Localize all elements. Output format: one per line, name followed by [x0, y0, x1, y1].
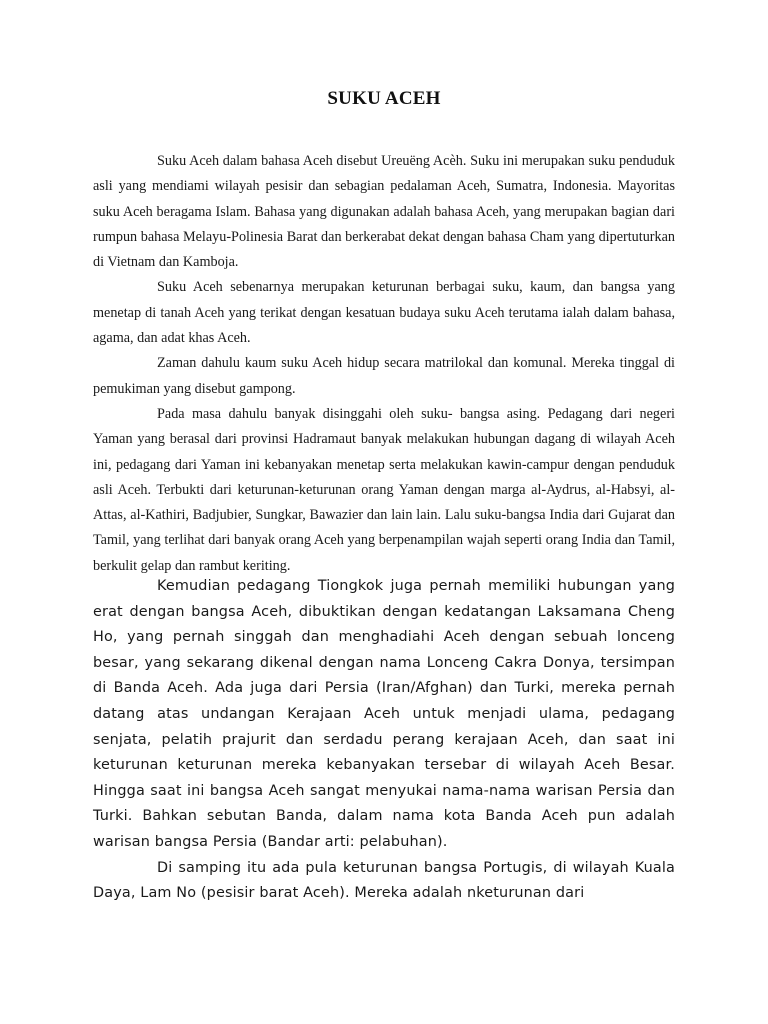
paragraph-origin: Suku Aceh sebenarnya merupakan keturunan berbagai suku, kaum, dan bangsa yang menetap di tanah Aceh yang terikat dengan kesatuan budaya suku Aceh terutama ialah dalam bahasa, agama, dan adat khas Aceh. [93, 279, 675, 347]
paragraph-portuguese: Di samping itu ada pula keturunan bangsa Portugis, di wilayah Kuala Daya, Lam No (pesisir barat Aceh). Mereka adalah nketurunan dari [93, 859, 675, 902]
body-serif-section [93, 149, 675, 579]
paragraph-foreign-traders: Pada masa dahulu banyak disinggahi oleh suku- bangsa asing. Pedagang dari negeri Yaman yang berasal dari provinsi Hadramaut banyak melakukan hubungan dagang di wilayah Aceh ini, pedagang dari Yaman ini kebanyakan menetap serta melakukan kawin-campur dengan penduduk asli Aceh. Terbukti dari keturunan-keturunan orang Yaman dengan marga al-Aydrus, al-Habsyi, al-Attas, al-Kathiri, Badjubier, Sungkar, Bawazier dan lain lain. Lalu suku-bangsa India dari Gujarat dan Tamil, yang terlihat dari banyak orang Aceh yang berpenampilan wajah seperti orang India dan Tamil, berkulit gelap dan rambut keriting. [93, 405, 675, 574]
body-sans-section [93, 574, 675, 907]
paragraph-matrilocal: Zaman dahulu kaum suku Aceh hidup secara matrilokal dan komunal. Mereka tinggal di pemukiman yang disebut gampong. [93, 355, 675, 397]
document-title: SUKU ACEH [327, 88, 441, 109]
paragraph-chinese-traders: Kemudian pedagang Tiongkok juga pernah memiliki hubungan yang erat dengan bangsa Aceh, dibuktikan dengan kedatangan Laksamana Cheng Ho, yang pernah singgah dan menghadiahi Aceh dengan sebuah lonceng besar, yang sekarang dikenal dengan nama Lonceng Cakra Donya, tersimpan di Banda Aceh. Ada juga dari Persia (Iran/Afghan) dan Turki, mereka pernah datang atas undangan Kerajaan Aceh untuk menjadi ulama, pedagang senjata, pelatih prajurit dan serdadu perang kerajaan Aceh, dan saat ini keturunan keturunan mereka kebanyakan tersebar di wilayah Aceh Besar. Hingga saat ini bangsa Aceh sangat menyukai nama-nama warisan Persia dan Turki. Bahkan sebutan Banda, dalam nama kota Banda Aceh pun adalah warisan bangsa Persia (Bandar arti: pelabuhan). [93, 578, 675, 850]
paragraph-intro: Suku Aceh dalam bahasa Aceh disebut Ureuëng Acèh. Suku ini merupakan suku penduduk asli yang mendiami wilayah pesisir dan sebagian pedalaman Aceh, Sumatra, Indonesia. Mayoritas suku Aceh beragama Islam. Bahasa yang digunakan adalah bahasa Aceh, yang merupakan bagian dari rumpun bahasa Melayu-Polinesia Barat dan berkerabat dekat dengan bahasa Cham yang dipertuturkan di Vietnam dan Kamboja. [93, 153, 675, 271]
